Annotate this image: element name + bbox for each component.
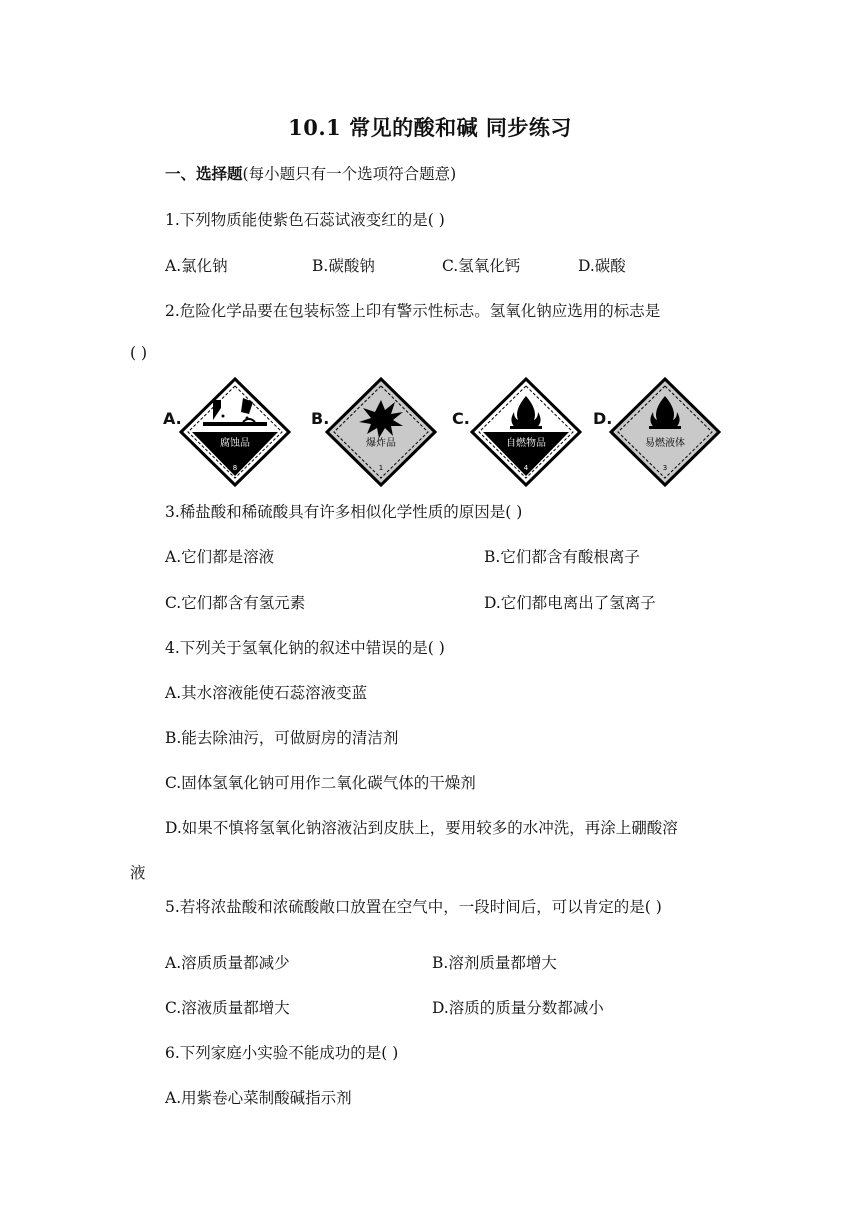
question-3-option-c: C.它们都含有氢元素	[165, 594, 306, 612]
question-5-option-a: A.溶质质量都减少	[165, 954, 290, 972]
question-4-option-a: A.其水溶液能使石蕊溶液变蓝	[165, 684, 368, 702]
question-4-option-b: B.能去除油污，可做厨房的清洁剂	[165, 729, 399, 747]
sign-letter: B.	[311, 409, 330, 428]
sign-letter: D.	[593, 409, 613, 428]
sign-label-d: 易燃液体	[645, 438, 685, 449]
hazard-sign-a	[163, 376, 283, 488]
question-3-option-d: D.它们都电离出了氢离子	[484, 594, 656, 612]
sign-label-b: 爆炸品	[366, 438, 396, 449]
question-5-option-b: B.溶剂质量都增大	[432, 954, 557, 972]
sign-class-c: 4	[523, 464, 529, 472]
hazard-sign-b	[311, 376, 431, 488]
question-3-stem: 3.稀盐酸和稀硫酸具有许多相似化学性质的原因是( )	[165, 503, 523, 521]
section-heading-label: 一、选择题	[165, 164, 243, 183]
page-title: 10.1 常见的酸和碱 同步练习	[288, 115, 572, 140]
hazard-sign-c	[452, 376, 572, 488]
question-5-option-c: C.溶液质量都增大	[165, 999, 290, 1017]
question-3-option-a: A.它们都是溶液	[165, 548, 275, 566]
sign-class-d: 3	[662, 464, 668, 472]
question-6-stem: 6.下列家庭小实验不能成功的是( )	[165, 1044, 399, 1062]
sign-letter: A.	[163, 409, 182, 428]
hazard-sign-d	[593, 376, 713, 488]
section-heading	[165, 162, 456, 184]
question-5-stem: 5.若将浓盐酸和浓硫酸敞口放置在空气中，一段时间后，可以肯定的是( )	[165, 898, 662, 916]
sign-label-c: 自燃物品	[506, 438, 546, 449]
sign-class-a: 8	[232, 464, 238, 472]
flame-icon	[452, 376, 582, 488]
question-1-stem: 1.下列物质能使紫色石蕊试液变红的是( )	[165, 211, 445, 229]
question-1-option-b: B.碳酸钠	[312, 257, 375, 275]
question-3-option-b: B.它们都含有酸根离子	[484, 548, 640, 566]
section-heading-note: (每小题只有一个选项符合题意)	[242, 165, 457, 183]
question-4-option-c: C.固体氢氧化钠可用作二氧化碳气体的干燥剂	[165, 774, 476, 792]
sign-class-b: 1	[378, 464, 384, 472]
question-1-option-a: A.氯化钠	[165, 257, 228, 275]
question-5-option-d: D.溶质的质量分数都减小	[432, 999, 604, 1017]
question-2-stem: 2.危险化学品要在包装标签上印有警示性标志。氢氧化钠应选用的标志是	[165, 302, 661, 320]
corrosive-icon	[163, 376, 293, 488]
question-4-option-d-cont: 液	[130, 864, 146, 882]
question-4-option-d: D.如果不慎将氢氧化钠溶液沾到皮肤上，要用较多的水冲洗，再涂上硼酸溶	[165, 819, 678, 837]
sign-label-a: 腐蚀品	[220, 438, 250, 449]
sign-letter: C.	[452, 409, 470, 428]
question-6-option-a: A.用紫卷心菜制酸碱指示剂	[165, 1089, 352, 1107]
question-2-stem-cont: ( )	[130, 344, 148, 362]
question-4-stem: 4.下列关于氢氧化钠的叙述中错误的是( )	[165, 639, 445, 657]
explosion-icon	[311, 376, 441, 488]
question-1-option-d: D.碳酸	[578, 257, 626, 275]
question-1-option-c: C.氢氧化钙	[442, 257, 521, 275]
flame-icon	[593, 376, 723, 488]
